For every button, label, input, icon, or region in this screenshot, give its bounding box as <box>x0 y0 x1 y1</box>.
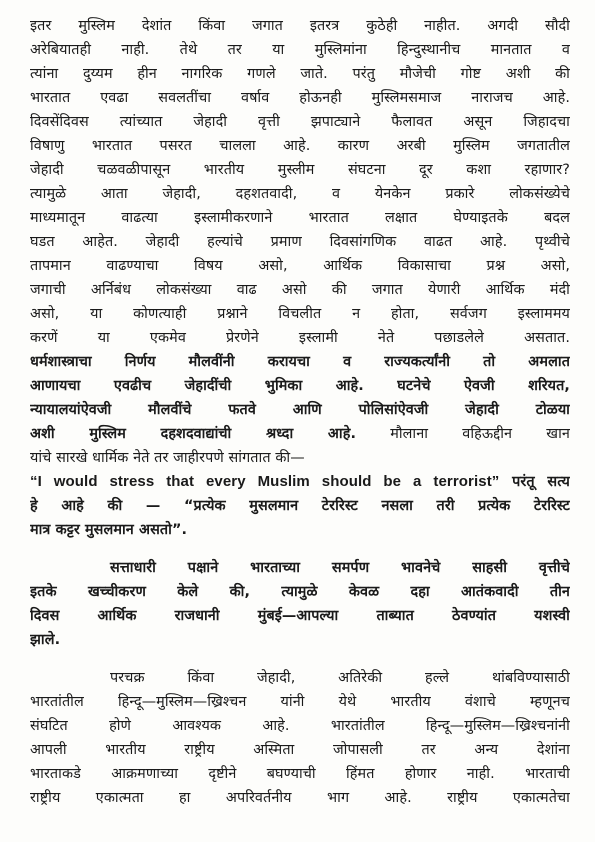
paragraph-1 <box>30 14 570 542</box>
text-line: राष्ट्रीय एकात्मता हा अपरिवर्तनीय भाग आहे. राष्ट्रीय एकात्मतेचा <box>30 790 570 806</box>
text-line: विषाणु भारतात पसरत चालला आहे. कारण अरबी मुस्लिम जगतातील <box>30 138 570 154</box>
bold-text-line: दिवस आर्थिक राजधानी मुंबई—आपल्या ताब्यात ठेवण्यांत यशस्वी <box>30 608 570 624</box>
bold-text-line: धर्मशास्त्राचा निर्णय मौलवींनी करायचा व राज्यकर्त्यांनी तो अमलात <box>30 354 570 370</box>
english-quote-line <box>30 470 570 494</box>
text-line: आपली भारतीय राष्ट्रीय अस्मिता जोपासली तर अन्य देशांना <box>30 742 570 758</box>
text-line: असो, या कोणत्याही प्रश्नाने विचलीत न होता, सर्वजग इस्लाममय <box>30 306 570 322</box>
text-line: जगाची अर्निबंध लोकसंख्या वाढ असो की जगात येणारी आर्थिक मंदी <box>30 282 570 298</box>
text-line: तापमान वाढण्याचा विषय असो, आर्थिक विकासाचा प्रश्न असो, <box>30 258 570 274</box>
bold-phrase: अशी मुस्लिम दहशदवाद्यांची श्रध्दा आहे. <box>30 426 357 442</box>
text-line: भारतात एवढा सवलतींचा वर्षाव होऊनही मुस्लिमसमाज नाराजच आहे. <box>30 90 570 106</box>
text-line: इतर मुस्लिम देशांत किंवा जगात इतरत्र कुठेही नाहीत. अगदी सौदी <box>30 18 570 34</box>
text-line: यांचे सारखे धार्मिक नेते तर जाहीरपणे सांगतात की— <box>30 450 305 466</box>
paragraph-2 <box>30 556 570 652</box>
mixed-text-line <box>30 422 570 446</box>
text-line: संघटित होणे आवश्यक आहे. भारतांतील हिन्दू—मुस्लिम—ख्रिश्चनांनी <box>30 718 570 734</box>
quote-continuation: परंतू सत्य <box>499 474 570 490</box>
text-line: भारतांतील हिन्दू—मुस्लिम—ख्रिश्चन यांनी येथे भारतीय वंशाचे म्हणूनच <box>30 694 570 710</box>
text-line: जेहादी चळवळीपासून भारतीय मुस्लीम संघटना दूर कशा रहाणार? <box>30 162 570 178</box>
text-column <box>30 14 570 810</box>
bold-text-line: हे आहे की — “प्रत्येक मुसलमान टेररिस्ट नसला तरी प्रत्येक टेररिस्ट <box>30 498 570 514</box>
bold-text-line: न्यायालयांऐवजी मौलवींचे फतवे आणि पोलिसांऐवजी जेहादी टोळया <box>30 402 570 418</box>
text-line: माध्यमातून वाढत्या इस्लामीकरणाने भारतात लक्षात घेण्याइतके बदल <box>30 210 570 226</box>
text-line: भारताकडे आक्रमणाच्या दृष्टीने बघण्याची हिंमत होणार नाही. भारताची <box>30 766 570 782</box>
text-line: अरेबियातही नाही. तेथे तर या मुस्लिमांना हिन्दुस्थानीच मानतात व <box>30 42 570 58</box>
english-quote: “I would stress that every Muslim should be a terrorist” <box>30 473 500 490</box>
bold-text-line: आणायचा एवढीच जेहादींची भुमिका आहे. घटनेचे ऐवजी शरियत, <box>30 378 570 394</box>
paragraph-3 <box>30 666 570 810</box>
bold-text-line: इतके खच्चीकरण केले की, त्यामुळे केवळ दहा आतंकवादी तीन <box>30 584 570 600</box>
text-line: परचक्र किंवा जेहादी, अतिरेकी हल्ले थांबविण्यासाठी <box>110 670 570 686</box>
bold-text-line: झाले. <box>30 632 61 648</box>
plain-phrase: मौलाना वहिऊद्दीन खान <box>356 426 570 442</box>
paragraph-gap <box>30 652 570 666</box>
paragraph-gap <box>30 542 570 556</box>
text-line: त्यामुळे आता जेहादी, दहशतवादी, व येनकेन प्रकारे लोकसंख्येचे <box>30 186 570 202</box>
text-line: त्यांना दुय्यम हीन नागरिक गणले जाते. परंतु मौजेची गोष्ट अशी की <box>30 66 570 82</box>
text-line: घडत आहेत. जेहादी हल्यांचे प्रमाण दिवसांगणिक वाढत आहे. पृथ्वीचे <box>30 234 570 250</box>
bold-text-line: मात्र कट्टर मुसलमान असतो”. <box>30 522 188 538</box>
text-line: दिवसेंदिवस त्यांच्यात जेहादी वृत्ती झपाट्याने फैलावत असून जिहादचा <box>30 114 570 130</box>
bold-text-line: सत्ताधारी पक्षाने भारताच्या समर्पण भावनेचे साहसी वृत्तीचे <box>110 560 570 576</box>
text-line: करणें या एकमेव प्रेरणेने इस्लामी नेते पछाडलेले असतात. <box>30 330 570 346</box>
